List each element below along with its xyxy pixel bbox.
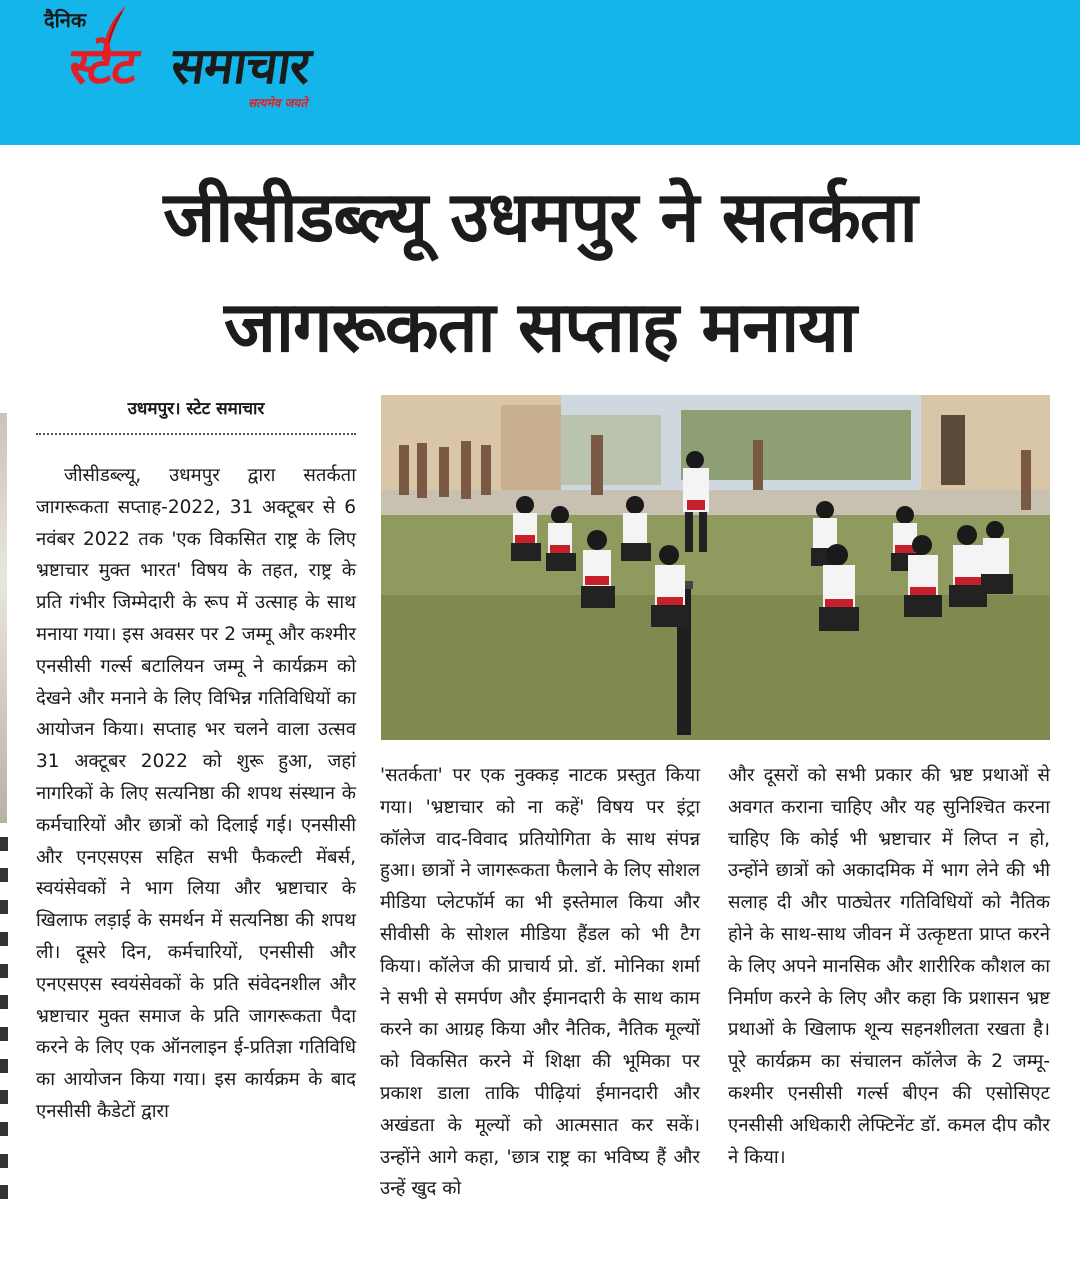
article-headline (30, 162, 1050, 382)
article-column-1: जीसीडब्ल्यू, उधमपुर द्वारा सतर्कता जागरूकता सप्ताह-2022, 31 अक्टूबर से 6 नवंबर 2022 तक 'एक विकसित राष्ट्र के लिए भ्रष्टाचार मुक्त भारत' विषय के तहत, राष्ट्र के प्रति गंभीर जिम्मेदारी के रूप में उत्साह के साथ मनाया गया। इस अवसर पर 2 जम्मू और कश्मीर एनसीसी गर्ल्स बटालियन जम्मू ने कार्यक्रम को देखने और मनाने के लिए विभिन्न गतिविधियों का आयोजन किया। सप्ताह भर चलने वाला उत्सव 31 अक्टूबर 2022 को शुरू हुआ, जहां नागरिकों के लिए सत्यनिष्ठा की शपथ संस्थान के कर्मचारियों और छात्रों को दिलाई गई। एनसीसी और एनएसएस सहित सभी फैकल्टी मेंबर्स, स्वयंसेवकों ने भाग लिया और भ्रष्टाचार के खिलाफ लड़ाई के समर्थन में सत्यनिष्ठा की शपथ ली। दूसरे दिन, कर्मचारियों, एनसीसी और एनएसएस स्वयंसेवकों के प्रति संवेदनशील और भ्रष्टाचार मुक्त समाज के प्रति जागरूकता पैदा करने के लिए एक ऑनलाइन ई-प्रतिज्ञा गतिविधि का आयोजन किया गया। इस कार्यक्रम के बाद एनसीसी कैडेटों द्वारा (36, 465, 356, 1122)
logo-tagline: सत्यमेव जयते (248, 96, 308, 110)
dotted-divider (36, 433, 356, 435)
masthead (0, 0, 1080, 145)
adjacent-text-fragment (0, 964, 8, 978)
adjacent-text-fragment (0, 900, 8, 914)
article-dateline: उधमपुर। स्टेट समाचार (127, 399, 265, 419)
newspaper-logo[interactable] (30, 0, 365, 128)
article-photo[interactable] (381, 395, 1050, 740)
adjacent-text-fragment (0, 868, 8, 882)
article-column-3: और दूसरों को सभी प्रकार की भ्रष्ट प्रथाओं से अवगत कराना चाहिए और यह सुनिश्चित करना चाहिए कि कोई भी भ्रष्टाचार में लिप्त न हो, उन्होंने छात्रों को अकादमिक में भाग लेने की भी सलाह दी और पाठ्येतर गतिविधियों को नैतिक होने के साथ-साथ जीवन में उत्कृष्टता प्राप्त करने के लिए अपने मानसिक और शारीरिक कौशल का निर्माण करने के लिए और कहा कि प्रशासन भ्रष्ट प्रथाओं के खिलाफ शून्य सहनशीलता रखता है। पूरे कार्यक्रम का संचालन कॉलेज के 2 जम्मू-कश्मीर एनसीसी गर्ल्स बीएन की एसोसिएट एनसीसी अधिकारी लेफ्टिनेंट डॉ. कमल दीप कौर ने किया। (728, 765, 1050, 1168)
adjacent-text-fragment (0, 1154, 8, 1168)
adjacent-text-fragment (0, 1185, 8, 1199)
adjacent-text-fragment (0, 1122, 8, 1136)
headline-line-1: जीसीडब्ल्यू उधमपुर ने सतर्कता (163, 176, 917, 258)
adjacent-text-fragment (0, 1059, 8, 1073)
logo-dainik-text: दैनिक (44, 8, 87, 32)
adjacent-text-fragment (0, 837, 8, 851)
adjacent-text-fragment (0, 932, 8, 946)
adjacent-text-fragment (0, 1027, 8, 1041)
adjacent-text-fragment (0, 995, 8, 1009)
adjacent-photo-edge (0, 413, 7, 823)
logo-state-text: स्टेट (64, 37, 142, 95)
article-column-2: 'सतर्कता' पर एक नुक्कड़ नाटक प्रस्तुत किया गया। 'भ्रष्टाचार को ना कहें' विषय पर इंट्रा कॉलेज वाद-विवाद प्रतियोगिता के साथ संपन्न हुआ। छात्रों ने जागरूकता फैलाने के लिए सोशल मीडिया प्लेटफॉर्म का भी इस्तेमाल किया और सीवीसी के सोशल मीडिया हैंडल को भी टैग किया। कॉलेज की प्राचार्य प्रो. डॉ. मोनिका शर्मा ने सभी से समर्पण और ईमानदारी के साथ काम करने का आग्रह किया और नैतिक, नैतिक मूल्यों को विकसित करने में शिक्षा की भूमिका पर प्रकाश डाला ताकि पीढ़ियां ईमानदारी और अखंडता के मूल्यों को आत्मसात कर सकें। उन्होंने आगे कहा, 'छात्र राष्ट्र का भविष्य हैं और उन्हें खुद को (380, 765, 700, 1200)
adjacent-text-fragment (0, 1090, 8, 1104)
photo-illustration (381, 395, 1050, 740)
logo-samachar-text: समाचार (167, 37, 314, 95)
adjacent-column-edge (0, 405, 8, 1273)
headline-line-2: जागरूकता सप्ताह मनाया (223, 286, 857, 368)
